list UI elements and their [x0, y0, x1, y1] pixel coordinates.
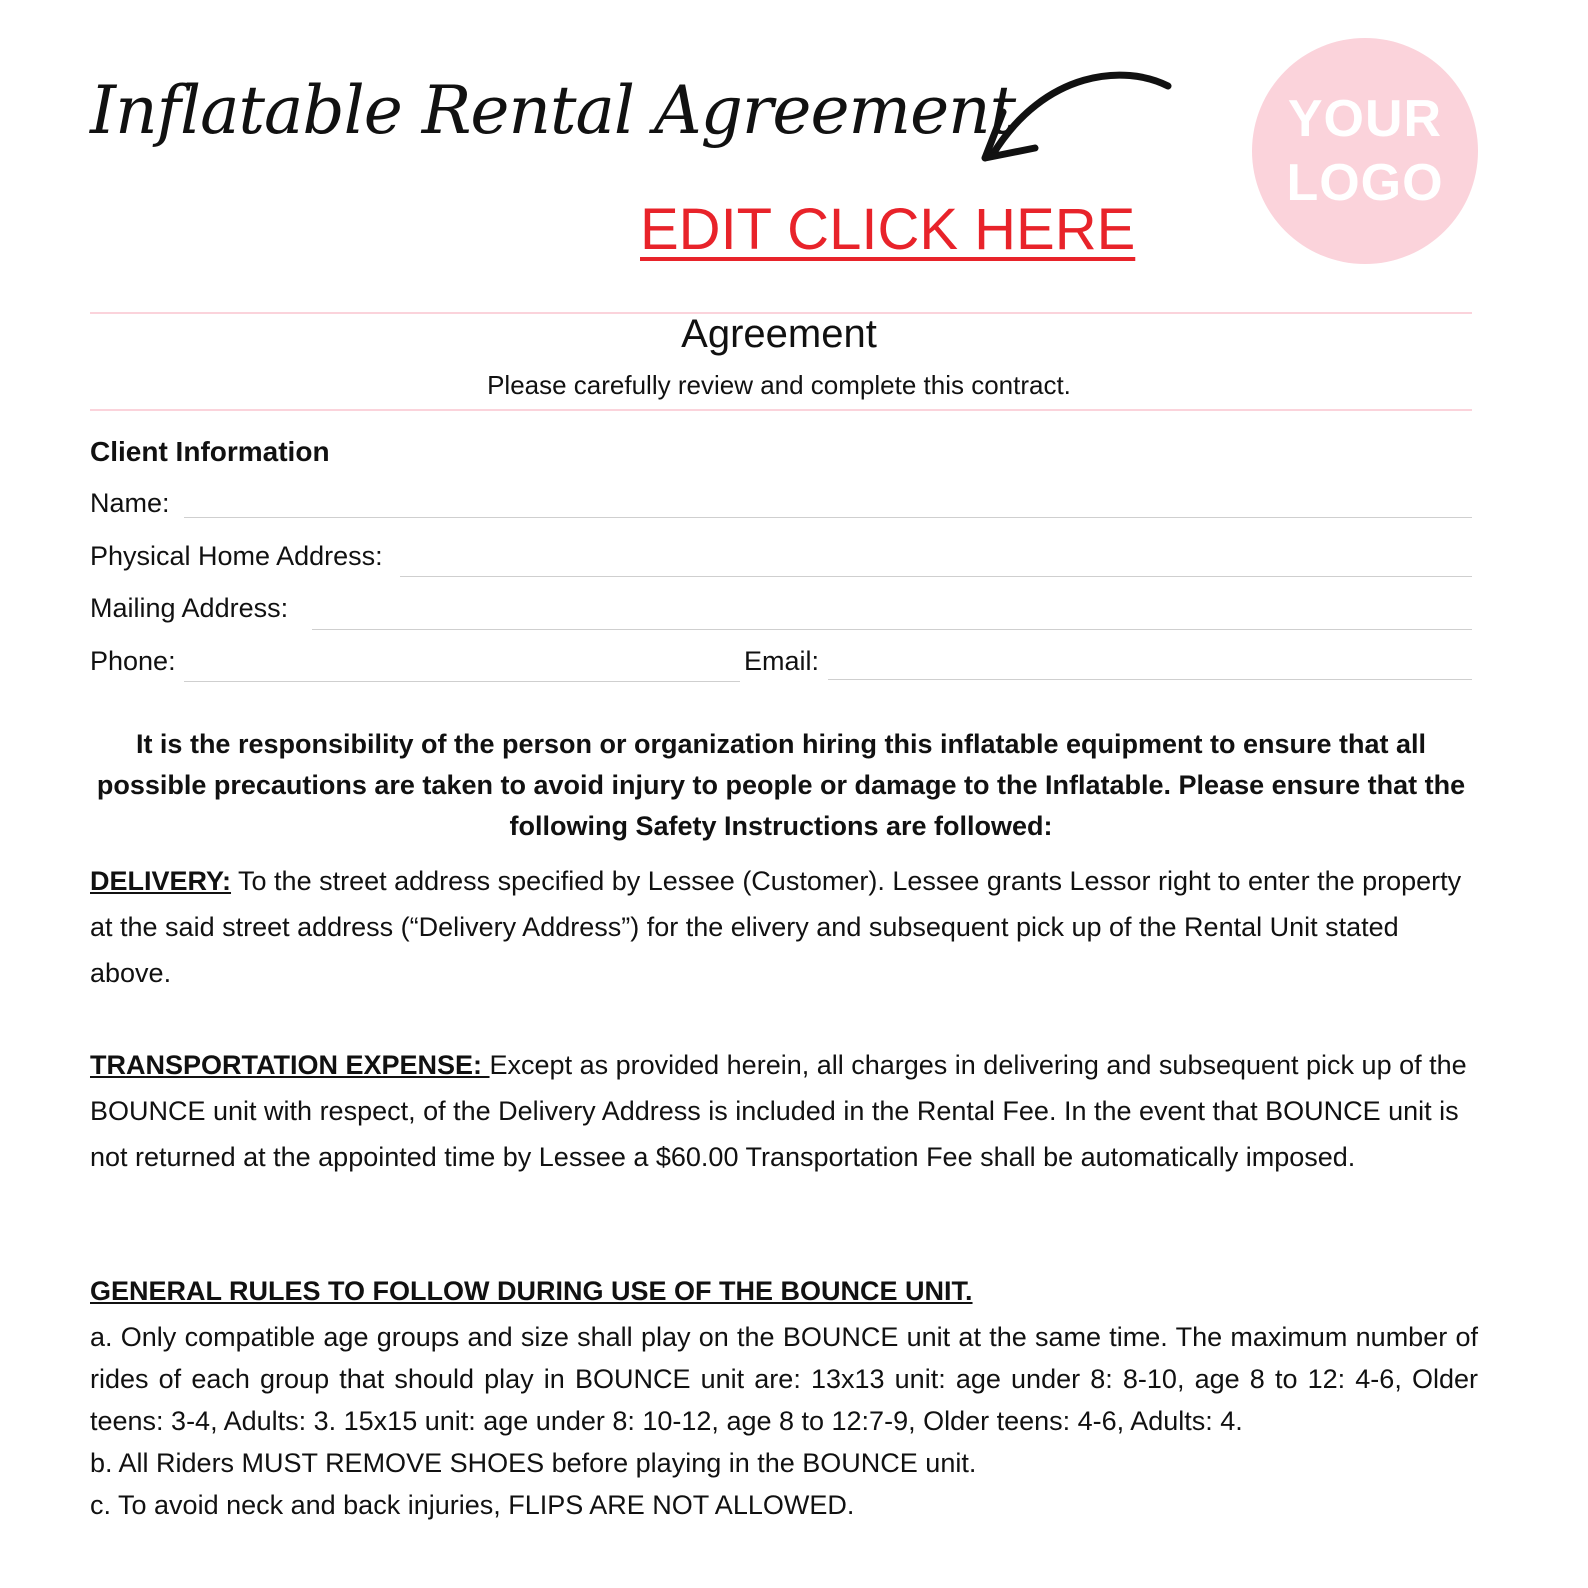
name-label: Name: — [90, 488, 170, 518]
general-rules-list — [90, 1316, 1478, 1526]
document-title: Inflatable Rental Agreement — [90, 72, 1016, 149]
transportation-paragraph — [90, 1042, 1472, 1180]
email-field[interactable] — [828, 679, 1472, 680]
delivery-paragraph — [90, 858, 1472, 996]
mailing-address-field[interactable] — [312, 629, 1472, 630]
transportation-label: TRANSPORTATION EXPENSE: — [90, 1050, 490, 1080]
home-address-label: Physical Home Address: — [90, 541, 383, 571]
home-address-field[interactable] — [400, 576, 1472, 577]
general-rules-heading: GENERAL RULES TO FOLLOW DURING USE OF THE BOUNCE UNIT. — [90, 1276, 973, 1306]
phone-label: Phone: — [90, 646, 176, 676]
safety-notice: It is the responsibility of the person or organization hiring this inflatable equipment to ensure that all possible precautions are taken to avoid injury to people or damage to the Inflatable. Please ensure that the following Safety Instructions are followed: — [96, 729, 1466, 841]
divider-bottom — [90, 409, 1472, 411]
logo-line-2: LOGO — [1286, 154, 1444, 212]
transportation-text: Except as provided herein, all charges in delivering and subsequent pick up of the BOUNCE unit with respect, of the Delivery Address is included in the Rental Fee. In the event that BOUNCE unit is not returned at the appointed time by Lessee a $60.00 Transportation Fee shall be automatically imposed. — [90, 1050, 1467, 1172]
email-label: Email: — [744, 646, 820, 676]
name-field[interactable] — [184, 517, 1472, 518]
client-info-heading: Client Information — [90, 436, 330, 467]
rule-item-b: b. All Riders MUST REMOVE SHOES before playing in the BOUNCE unit. — [90, 1448, 977, 1478]
agreement-heading: Agreement — [681, 312, 877, 356]
delivery-text: To the street address specified by Lessee (Customer). Lessee grants Lessor right to enter the property at the said street address (“Delivery Address”) for the elivery and subsequent pick up of the Rental Unit stated above. — [90, 866, 1462, 988]
edit-click-here-link[interactable]: EDIT CLICK HERE — [640, 197, 1136, 262]
mailing-address-label: Mailing Address: — [90, 593, 289, 623]
logo-placeholder — [1252, 38, 1478, 264]
rule-item-c: c. To avoid neck and back injuries, FLIPS ARE NOT ALLOWED. — [90, 1490, 855, 1520]
logo-line-1: YOUR — [1287, 90, 1443, 148]
rule-item-a: a. Only compatible age groups and size shall play on the BOUNCE unit at the same time. The maximum number of rides of each group that should play in BOUNCE unit are: 13x13 unit: age under 8: 8-10, age 8 to 12: 4-6, Older teens: 3-4, Adults: 3. 15x15 unit: age under 8: 10-12, age 8 to 12:7-9, Older teens: 4-6, Adults: 4. — [90, 1322, 1478, 1436]
curved-arrow-icon — [975, 62, 1175, 172]
agreement-subheading: Please carefully review and complete this contract. — [487, 370, 1071, 400]
delivery-label: DELIVERY: — [90, 866, 232, 896]
phone-field[interactable] — [184, 681, 740, 682]
